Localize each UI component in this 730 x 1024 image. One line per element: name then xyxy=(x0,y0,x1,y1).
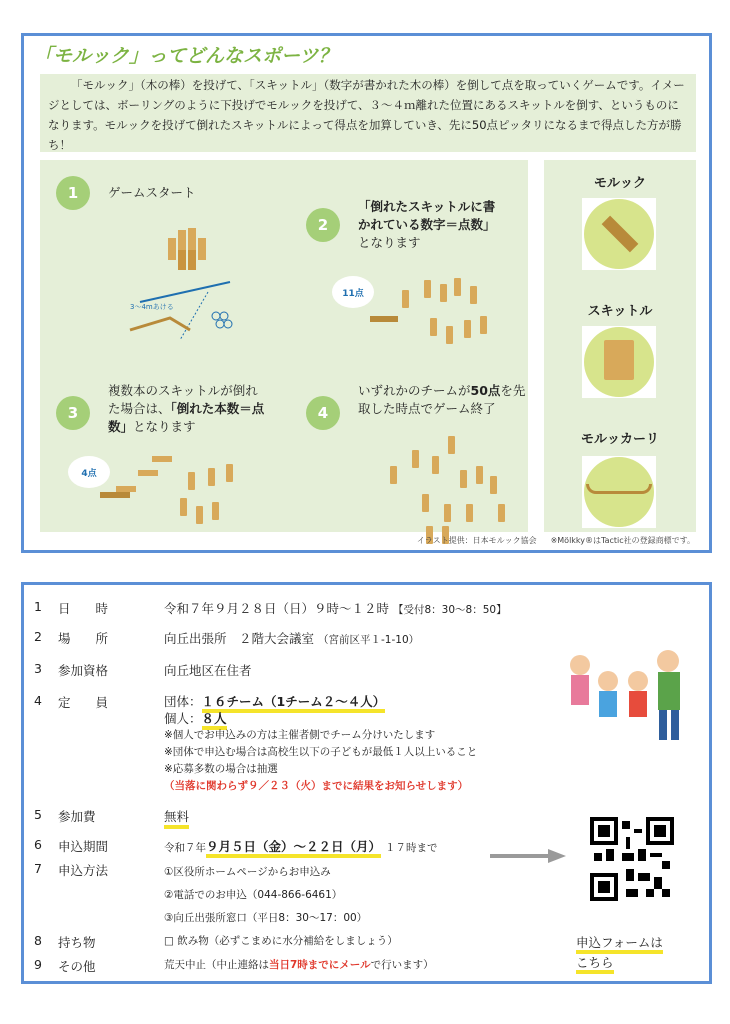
item-molkky-label: モルック xyxy=(593,176,646,191)
step-2-text: 「倒れたスキットルに書かれている数字＝点数」となります xyxy=(358,199,496,250)
item-molkkaari-label: モルッカーリ xyxy=(580,432,659,447)
about-title: 「モルック」ってどんなスポーツ？ xyxy=(34,45,338,67)
step-4-text: いずれかのチームが50点を先取した時点でゲーム終了 xyxy=(358,383,526,416)
molkkaari-icon xyxy=(582,456,656,528)
score-bubble-11: 11点 xyxy=(332,276,374,308)
step-2-number: 2 xyxy=(306,208,340,242)
step-1-text: ゲームスタート xyxy=(108,185,196,200)
qr-form-label[interactable]: 申込フォームは こちら xyxy=(576,933,663,973)
qr-code-icon[interactable] xyxy=(590,817,674,901)
children-cheering-icon xyxy=(566,647,696,747)
skittles-icon xyxy=(582,326,656,398)
step-3-text: 複数本のスキットルが倒れた場合は、「倒れた本数＝点数」となります xyxy=(108,383,265,434)
item-skittle-label: スキットル xyxy=(587,304,653,319)
step-4-number: 4 xyxy=(306,396,340,430)
about-molkky-panel xyxy=(21,33,712,553)
step-3-number: 3 xyxy=(56,396,90,430)
score-bubble-4: 4点 xyxy=(68,456,110,488)
equipment-panel xyxy=(544,160,696,532)
molkky-stick-icon xyxy=(582,198,656,270)
distance-label: 3～4mあける xyxy=(130,303,174,311)
steps-panel xyxy=(40,160,528,532)
intro-text: 「モルック」（木の棒）を投げて、「スキットル」（数字が書かれた木の棒）を倒して点を取っていくゲームです。イメージとしては、ボーリングのように下投げでモルックを投げて、３～４ｍ離れた位置にあるスキットルを倒す、というものになります。モルックを投げて倒れたスキットルによって得点を加算していき、先に50点ピッタリになるまで得点した方が勝ち！ xyxy=(40,74,696,152)
arrow-right-icon xyxy=(490,849,566,863)
game-start-illustration xyxy=(120,220,240,340)
step-1-number: 1 xyxy=(56,176,90,210)
illustration-credit: イラスト提供：日本モルック協会 ※Mölkky®はTactic社の登録商標です。 xyxy=(416,536,695,545)
event-details-panel: 1 日 時 令和７年９月２８日（日）９時～１２時 【受付8：30～8：50】 2 場 所 向丘出張所 ２階大会議室 （宮前区平１-1-10） 3 参加資格 向丘地区在住者 4 定 員 団体：１６チーム（1チーム２～４人） 個人：８人 ※個人でお申込みの方は主催者側でチーム分けいたします ※団体で申込む場合は高校生以下の子どもが最低１人以上いること ※応募多数の場合は抽選 （当落に関わらず９／２３（火）までに結果をお知らせします） 5 参加費 無料 6 申込期間 令和７年９月５日（金）～２２日（月） １７時まで 7 申込方法 ①区役所ホームページからお申込み ②電話でのお申込（044-866-6461） ③向丘出張所窓口（平日8：30～17：00） 8 持ち物 □ 飲み物（必ずこまめに水分補給をしましょう） 9 その他 荒天中止（中止連絡は当日7時までにメールで行います） 申込フォームは こちら xyxy=(21,582,712,984)
